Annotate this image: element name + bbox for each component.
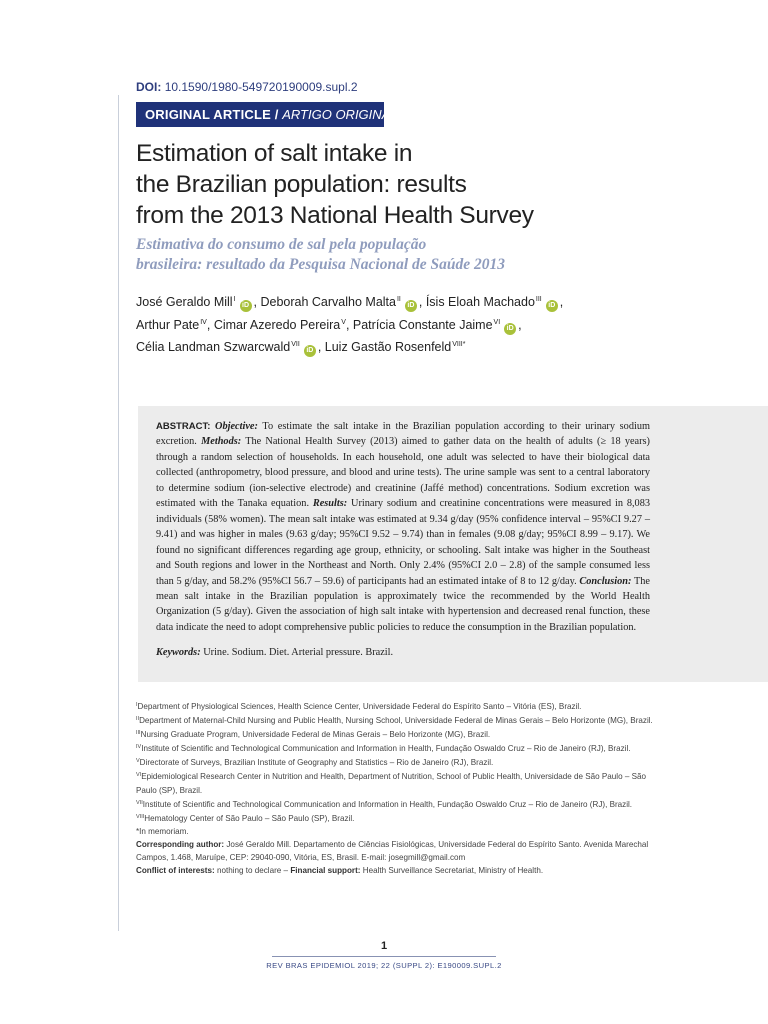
- abstract-text: [156, 419, 650, 635]
- conclusion-heading: Conclusion:: [579, 575, 632, 587]
- methods-text: The National Health Survey (2013) aimed to gather data on the health of adults (≥ 18 years) through a random selection of households. In each household, one adult was selected to have their biological data collected (anthropometry, blood pressure, and blood and urine tests). The urine sample was sent to a central laboratory to determine sodium (ion-selective electrode) and creatinine (Jaffé method) concentrations. Sodium excretion was estimated with the Tanaka equation.: [156, 436, 650, 510]
- affiliation-item: [136, 755, 656, 769]
- author-name: Luiz Gastão Rosenfeld: [324, 340, 452, 354]
- journal-footer: REV BRAS EPIDEMIOL 2019; 22 (SUPPL 2): E190009.SUPL.2: [266, 961, 502, 970]
- keywords-line: [156, 647, 650, 658]
- affiliation-text: Epidemiological Research Center in Nutrition and Health, Department of Nutrition, School of Public Health, Universidade de São Paulo – São Paulo (SP), Brazil.: [136, 772, 646, 795]
- author-name: Ísis Eloah Machado: [425, 295, 535, 309]
- affiliation-mark: VII: [136, 799, 143, 806]
- subtitle-line: brasileira: resultado da Pesquisa Nacional de Saúde 2013: [136, 256, 506, 273]
- title-line: Estimation of salt intake in: [136, 140, 413, 167]
- author-name: Arthur Pate: [136, 317, 200, 332]
- author-affiliation-mark: V: [341, 318, 346, 326]
- title-line: from the 2013 National Health Survey: [136, 202, 534, 229]
- affiliation-item: [136, 741, 656, 755]
- article-subtitle-pt: [136, 235, 696, 275]
- conclusion-text: The mean salt intake in the Brazilian population is approximately twice the recommended by the World Health Organization (5 g/day). Given the association of high salt intake with hypertension and decreased renal function, these data indicate the need to adopt comprehensive public policies to reduce the consumption in the Brazilian population.: [156, 575, 650, 633]
- footer-divider: [272, 956, 496, 957]
- affiliation-item: [136, 699, 656, 713]
- affiliation-mark: V: [136, 758, 140, 765]
- affiliation-text: Department of Physiological Sciences, Health Science Center, Universidade Federal do Espírito Santo – Vitória (ES), Brazil.: [137, 702, 582, 711]
- article-title: [136, 138, 696, 231]
- corresponding-label: Corresponding author:: [136, 839, 225, 849]
- subtitle-line: Estimativa do consumo de sal pela população: [136, 236, 427, 253]
- affiliation-text: Department of Maternal-Child Nursing and Public Health, Nursing School, Universidade Federal de Minas Gerais – Belo Horizonte (MG), Brazil.: [139, 716, 653, 726]
- conflict-text: nothing to declare –: [214, 866, 291, 876]
- orcid-icon[interactable]: iD: [405, 300, 417, 312]
- author-affiliation-mark: VI: [493, 318, 501, 326]
- affiliation-mark: VI: [136, 772, 142, 779]
- affiliation-mark: III: [136, 730, 141, 737]
- author-name: Deborah Carvalho Malta: [260, 295, 396, 309]
- affiliation-item: [136, 769, 656, 796]
- article-type-banner: [136, 102, 398, 127]
- affiliation-text: Hematology Center of São Paulo – São Paulo (SP), Brazil.: [144, 813, 355, 823]
- affiliation-mark: I: [136, 702, 138, 708]
- affiliation-mark: II: [136, 716, 140, 723]
- abstract-label: ABSTRACT:: [156, 421, 211, 432]
- orcid-icon[interactable]: iD: [546, 300, 558, 312]
- author-name: Célia Landman Szwarcwald: [136, 340, 291, 354]
- results-heading: Results:: [312, 498, 348, 510]
- affiliation-item: [136, 713, 656, 727]
- corresponding-text: José Geraldo Mill. Departamento de Ciências Fisiológicas, Universidade Federal do Espírito Santo. Avenida Marechal Campos, 1.468, Maruípe, CEP: 29040-090, Vitória, ES, Brasil. E-mail: josegmill@gmail.com: [136, 839, 649, 863]
- conflict-label: Conflict of interests:: [136, 866, 215, 876]
- margin-rule: [118, 95, 119, 931]
- doi-label: DOI:: [136, 80, 162, 94]
- funding-text: Health Surveillance Secretariat, Ministry of Health.: [360, 866, 544, 876]
- orcid-icon[interactable]: iD: [504, 323, 516, 335]
- author-name: José Geraldo Mill: [136, 295, 233, 309]
- author-name: Patrícia Constante Jaime: [352, 317, 493, 332]
- affiliation-item: [136, 811, 656, 825]
- affiliation-text: Nursing Graduate Program, Universidade Federal de Minas Gerais – Belo Horizonte (MG), Brazil.: [140, 730, 491, 740]
- author-row: José Geraldo Mill$^I$iD , Deborah Carvalho Malta$^{II}$iD , Ísis Eloah Machado$^{III}$iD ,: [136, 290, 736, 313]
- author-list: [136, 290, 736, 358]
- funding-label: Financial support:: [290, 866, 361, 876]
- author-affiliation-mark: VIII*: [452, 341, 466, 348]
- affiliation-text: Institute of Scientific and Technological Communication and Information in Health, Fundação Oswaldo Cruz – Rio de Janeiro (RJ), Brazil.: [142, 799, 633, 809]
- orcid-icon[interactable]: iD: [240, 300, 252, 312]
- results-text: Urinary sodium and creatinine concentrations were measured in 8,083 individuals (58% women). The mean salt intake was estimated at 9.34 g/day (95% confidence interval – 95%CI 9.27 – 9.41) and was higher in males (9.63 g/day; 95%CI 9.52 – 9.74) than in females (9.08 g/day; 95%CI 8.99 – 9.17). We found no significant differences regarding age group, ethnicity, or schooling. Salt intake was higher in the Southeast and South regions and lower in the Northeast and North. Only 2.4% (95%CI 2.0 – 2.8) of the sample consumed less than 5 g/day, and 58.2% (95%CI 56.7 – 59.6) of participants had an estimated intake of 8 to 12 g/day.: [156, 498, 650, 587]
- keywords-value: Urine. Sodium. Diet. Arterial pressure. Brazil.: [200, 647, 394, 658]
- affiliation-item: [136, 797, 656, 811]
- author-affiliation-mark: I: [233, 296, 236, 303]
- author-row: Arthur Pate$^{IV}$, Cimar Azeredo Pereira$^V$, Patrícia Constante Jaime$^{VI}$iD ,: [136, 313, 736, 336]
- author-affiliation-mark: VII: [291, 341, 300, 348]
- doi-line[interactable]: [136, 80, 358, 94]
- affiliation-mark: IV: [136, 744, 142, 751]
- conflict-and-funding: [136, 864, 656, 877]
- article-type-en: ORIGINAL ARTICLE /: [145, 107, 279, 122]
- author-row: Célia Landman Szwarcwald$^{VII}$iD , Luiz Gastão Rosenfeld$^{VIII*}$: [136, 335, 736, 358]
- affiliation-text: Institute of Scientific and Technological Communication and Information in Health, Fundação Oswaldo Cruz – Rio de Janeiro (RJ), Brazil.: [141, 744, 631, 754]
- author-name: Cimar Azeredo Pereira: [213, 317, 341, 332]
- objective-heading: Objective:: [215, 421, 258, 432]
- affiliation-text: Directorate of Surveys, Brazilian Institute of Geography and Statistics – Rio de Janeiro (RJ), Brazil.: [139, 758, 494, 768]
- orcid-icon[interactable]: iD: [304, 345, 316, 357]
- author-affiliation-mark: II: [396, 296, 401, 303]
- affiliation-mark: VIII: [136, 813, 145, 820]
- footnotes: [136, 699, 656, 877]
- corresponding-author: [136, 838, 656, 864]
- in-memoriam-note: *In memoriam.: [136, 826, 189, 836]
- title-line: the Brazilian population: results: [136, 171, 467, 198]
- affiliation-item: [136, 727, 656, 741]
- objective-text: To estimate the salt intake in the Brazilian population according to their urinary sodium excretion.: [156, 421, 650, 448]
- article-type-pt: ARTIGO ORIGINAL: [282, 107, 398, 122]
- author-affiliation-mark: III: [535, 296, 542, 303]
- doi-link[interactable]: 10.1590/1980-549720190009.supl.2: [164, 80, 358, 94]
- methods-heading: Methods:: [201, 436, 242, 448]
- page-number: 1: [380, 940, 388, 952]
- author-affiliation-mark: IV: [200, 318, 207, 326]
- keywords-label: Keywords:: [156, 647, 201, 658]
